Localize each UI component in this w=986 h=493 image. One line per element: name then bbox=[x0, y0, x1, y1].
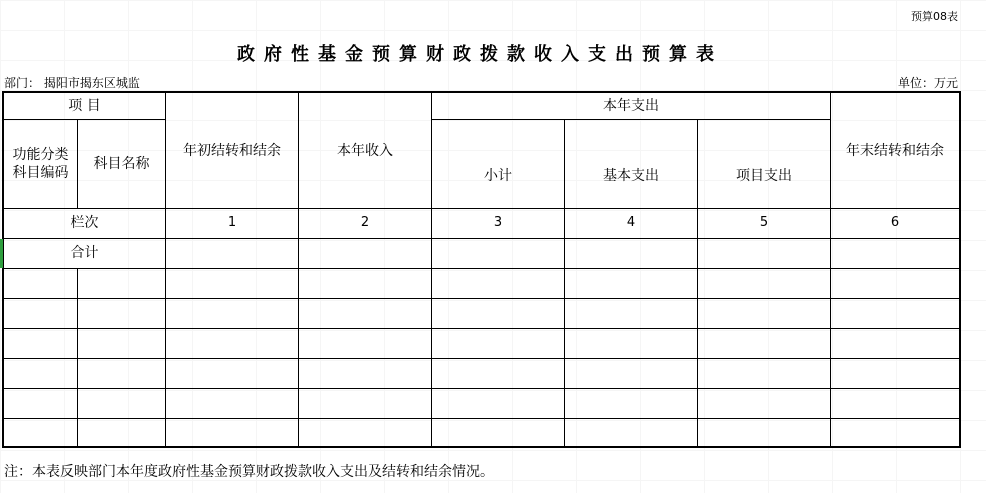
row-index-6: 6 bbox=[890, 215, 900, 230]
budget-table bbox=[2, 91, 961, 448]
active-cell-indicator bbox=[0, 239, 3, 268]
header-expense-group: 本年支出 bbox=[603, 98, 659, 114]
row-index-label: 栏次 bbox=[70, 215, 99, 231]
header-income: 本年收入 bbox=[337, 142, 393, 159]
header-project-expense: 项目支出 bbox=[736, 167, 792, 184]
table-number: 预算08表 bbox=[911, 10, 958, 23]
header-func-code: 功能分类 科目编码 bbox=[12, 146, 69, 181]
header-subject-name: 科目名称 bbox=[93, 155, 150, 172]
unit-label: 单位：万元 bbox=[897, 76, 958, 90]
department-label: 部门： 揭阳市揭东区城监 bbox=[4, 76, 140, 90]
page-title: 政府性基金预算财政拨款收入支出预算表 bbox=[237, 44, 723, 65]
header-basic-expense: 基本支出 bbox=[603, 167, 659, 184]
footnote: 注：本表反映部门本年度政府性基金预算财政拨款收入支出及结转和结余情况。 bbox=[4, 464, 494, 480]
row-index-4: 4 bbox=[626, 215, 636, 230]
header-end-balance: 年末结转和结余 bbox=[846, 142, 944, 159]
row-index-2: 2 bbox=[360, 215, 370, 230]
row-index-5: 5 bbox=[759, 215, 769, 230]
header-begin-balance: 年初结转和结余 bbox=[183, 142, 281, 159]
header-item: 项 目 bbox=[68, 98, 101, 114]
row-index-3: 3 bbox=[493, 215, 503, 230]
row-index-1: 1 bbox=[227, 215, 237, 230]
row-total-label[interactable]: 合计 bbox=[70, 245, 99, 261]
header-subtotal: 小计 bbox=[484, 167, 512, 184]
